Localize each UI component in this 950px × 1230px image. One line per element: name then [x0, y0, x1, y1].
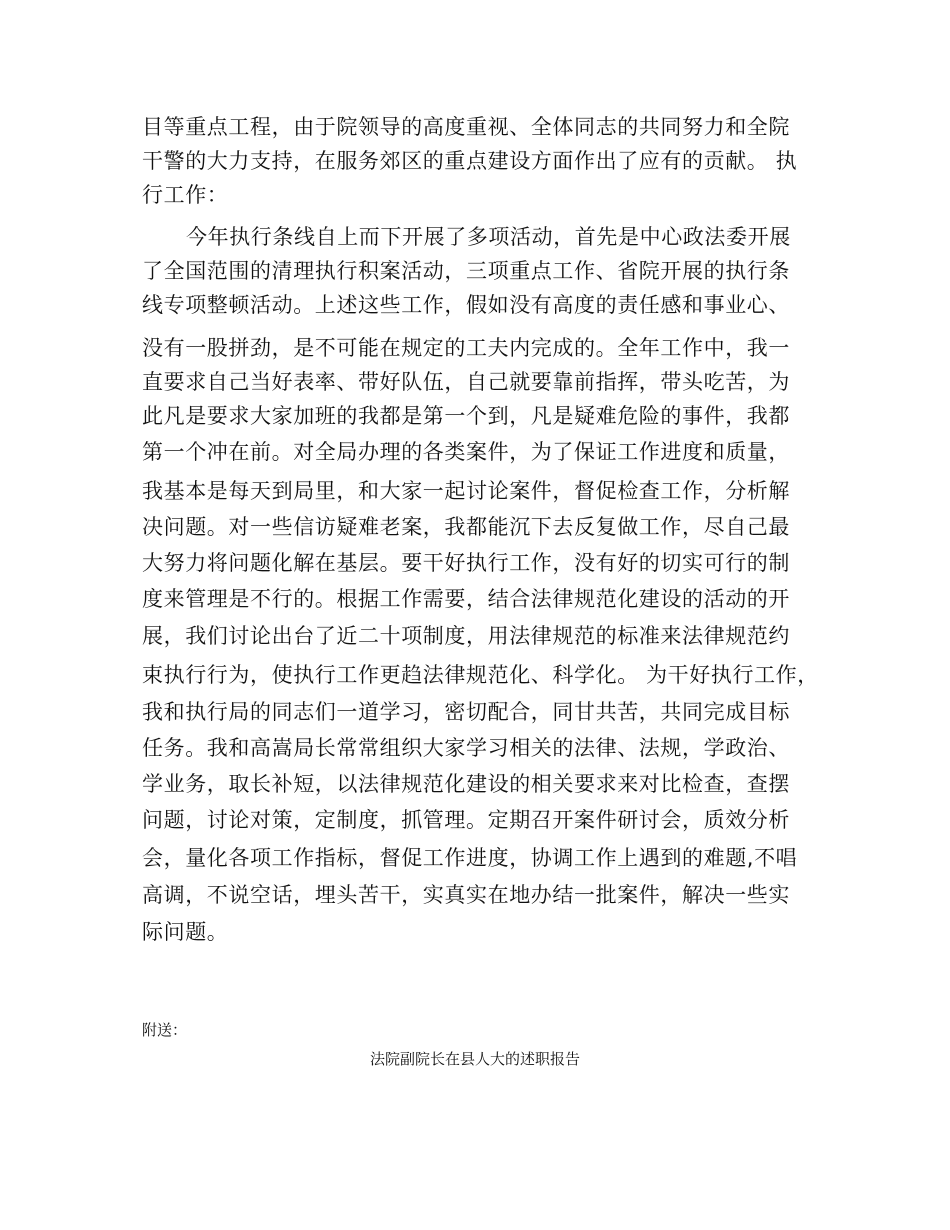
body-text-line: 度来管理是不行的。根据工作需要，结合法律规范化建设的活动的开 [142, 587, 790, 611]
body-text-line: 干警的大力支持，在服务郊区的重点建设方面作出了应有的贡献。 执 [142, 149, 798, 173]
body-text-line: 线专项整顿活动。上述这些工作，假如没有高度的责任感和事业心、 [142, 293, 790, 317]
body-text-line: 此凡是要求大家加班的我都是第一个到，凡是疑难危险的事件，我都 [142, 404, 790, 428]
body-text-line: 目等重点工程，由于院领导的高度重视、全体同志的共同努力和全院 [142, 115, 790, 139]
body-text-line: 我和执行局的同志们一道学习，密切配合，同甘共苦，共同完成目标 [142, 700, 790, 724]
body-text-line: 决问题。对一些信访疑难老案，我都能沉下去反复做工作，尽自己最 [142, 515, 790, 539]
body-text-line: 没有一股拼劲，是不可能在规定的工夫内完成的。全年工作中，我一 [142, 336, 790, 360]
body-text-line: 问题，讨论对策，定制度，抓管理。定期召开案件研讨会，质效分析 [142, 808, 790, 832]
body-text-line: 任务。我和高嵩局长常常组织大家学习相关的法律、法规，学政治、 [142, 736, 790, 760]
appendix-title: 法院副院长在县人大的述职报告 [369, 1050, 580, 1068]
body-text-line: 今年执行条线自上而下开展了多项活动，首先是中心政法委开展 [186, 225, 791, 249]
body-text-line: 学业务，取长补短，以法律规范化建设的相关要求来对比检查，查摆 [142, 772, 790, 796]
body-text-line: 际问题。 [142, 920, 229, 944]
body-text-line: 会，量化各项工作指标，督促工作进度，协调工作上遇到的难题,不唱 [142, 846, 798, 870]
body-text-line: 展，我们讨论出台了近二十项制度，用法律规范的标准来法律规范约 [142, 624, 790, 648]
body-text-line: 直要求自己当好表率、带好队伍，自己就要靠前指挥，带头吃苦，为 [142, 370, 790, 394]
body-text-line: 行工作： [142, 183, 229, 207]
body-text-line: 大努力将问题化解在基层。要干好执行工作，没有好的切实可行的制 [142, 551, 790, 575]
body-text-line: 高调，不说空话，埋头苦干，实真实在地办结一批案件，解决一些实 [142, 883, 790, 907]
body-text-line: 束执行行为，使执行工作更趋法律规范化、科学化。 为干好执行工作， [142, 663, 819, 687]
body-text-line: 第一个冲在前。对全局办理的各类案件，为了保证工作进度和质量， [142, 440, 790, 464]
body-text-line: 我基本是每天到局里，和大家一起讨论案件，督促检查工作，分析解 [142, 479, 790, 503]
body-text-line: 了全国范围的清理执行积案活动，三项重点工作、省院开展的执行条 [142, 259, 790, 283]
appendix-label: 附送： [142, 1021, 188, 1039]
